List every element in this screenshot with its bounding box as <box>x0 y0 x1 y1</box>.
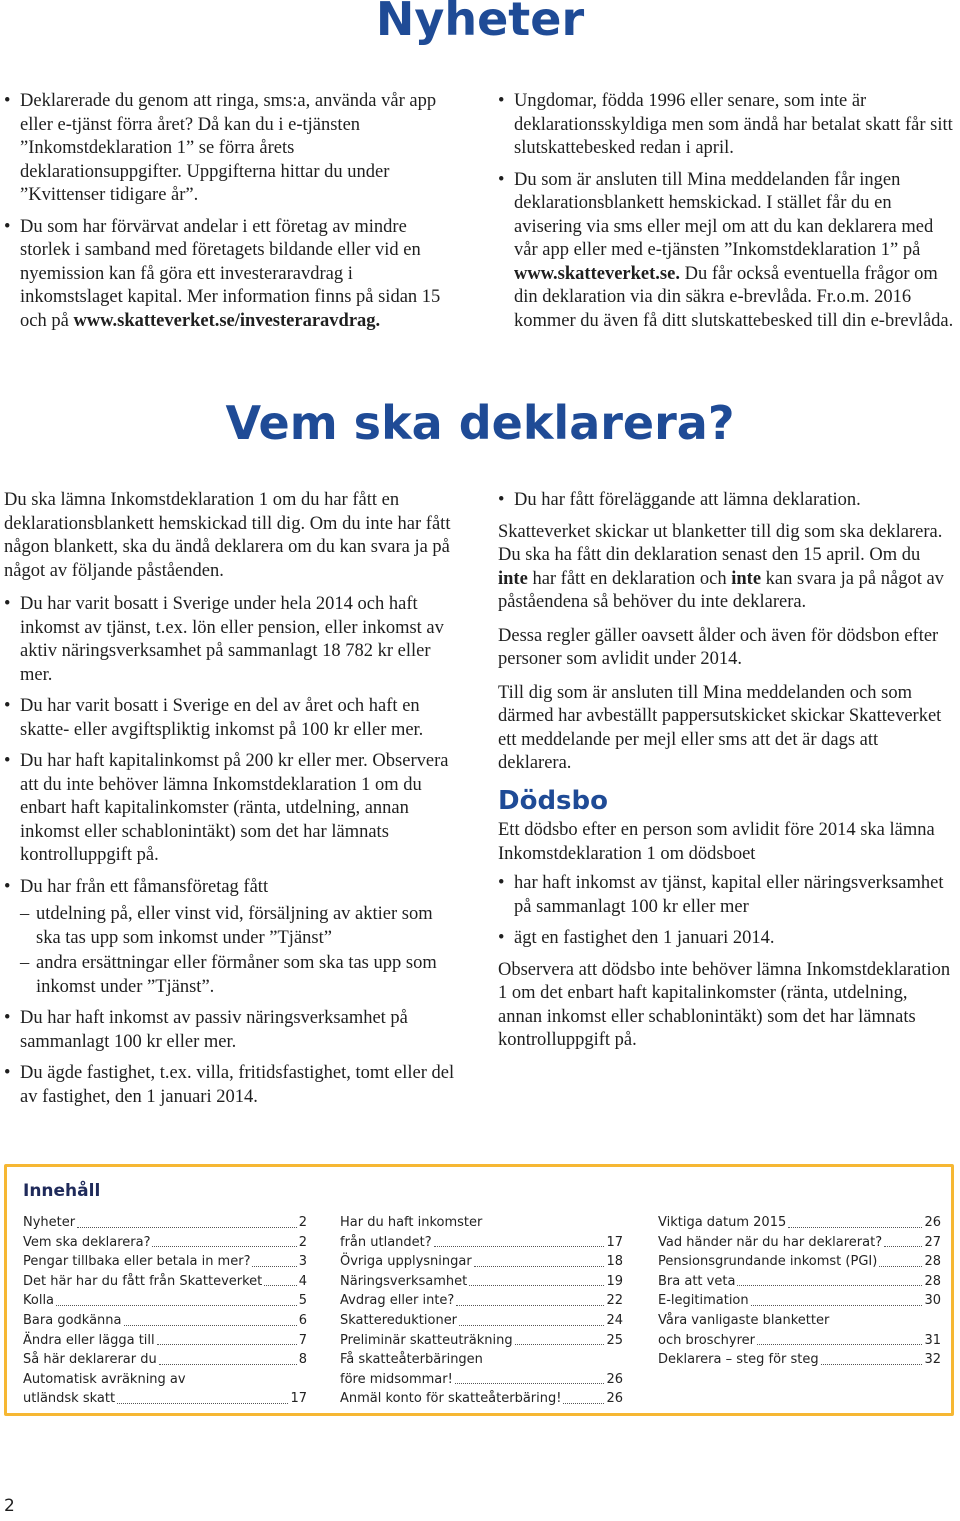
toc-title: Innehåll <box>23 1181 101 1201</box>
toc-entry-title: Deklarera – steg för steg <box>658 1352 819 1368</box>
toc-entry[interactable] <box>340 1331 623 1351</box>
toc-column-3 <box>658 1213 941 1370</box>
toc-leader-dots <box>788 1227 922 1228</box>
list-item: • Deklarerade du genom att ringa, sms:a, använda vår app eller e-tjänst förra året? Då kan du i e-tjänsten ”Inkomstdeklaration 1” se förra årets deklarationsuppgifter. Uppgifterna hittar du under ”Kvittenser tidigare år”. <box>4 90 456 208</box>
toc-entry[interactable] <box>340 1370 623 1390</box>
toc-entry[interactable] <box>340 1213 623 1233</box>
toc-entry-title: utländsk skatt <box>23 1391 116 1407</box>
list-item: • Du har haft kapitalinkomst på 200 kr eller mer. Observera att du inte behöver lämna Inkomstdeklaration 1 om du enbart haft kapitalinkomster (ränta, utdelning, annan inkomst eller schablonintäkt) som det har lämnats kontrolluppgift på. <box>4 750 460 868</box>
toc-entry-page: 17 <box>290 1391 307 1407</box>
dodsbo-note: Observera att dödsbo inte behöver lämna Inkomstdeklaration 1 om det enbart haft kapitalinkomster (ränta, utdelning, annan inkomst eller schablonintäkt) som det har lämnats kontrolluppgift på. <box>498 959 951 1050</box>
toc-entry-title: Pengar tillbaka eller betala in mer? <box>23 1254 251 1270</box>
toc-entry-page: 31 <box>924 1332 941 1348</box>
toc-entry-title: Vem ska deklarera? <box>23 1234 151 1250</box>
toc-entry-page: 25 <box>606 1332 623 1348</box>
toc-entry-title: Ändra eller lägga till <box>23 1332 155 1348</box>
toc-entry-page: 18 <box>606 1254 623 1270</box>
toc-entry-page: 3 <box>298 1254 307 1270</box>
list-item: • Du ägde fastighet, t.ex. villa, fritidsfastighet, tomt eller del av fastighet, den 1 januari 2014. <box>4 1062 460 1109</box>
toc-entry-page: 6 <box>298 1312 307 1328</box>
toc-entry-title: Kolla <box>23 1293 55 1309</box>
toc-entry-title: Vad händer när du har deklarerat? <box>658 1234 883 1250</box>
nyheter-right-list <box>498 90 954 333</box>
toc-entry-title: Viktiga datum 2015 <box>658 1215 787 1230</box>
toc-entry[interactable] <box>23 1252 307 1272</box>
nyheter-left-column <box>4 90 456 341</box>
toc-entry-page: 4 <box>298 1273 307 1289</box>
toc-leader-dots <box>751 1305 923 1306</box>
toc-entry-title: och broschyrer <box>658 1332 755 1348</box>
toc-entry-page: 24 <box>606 1312 623 1328</box>
toc-entry[interactable] <box>658 1311 941 1331</box>
dodsbo-intro: Ett dödsbo efter en person som avlidit före 2014 ska lämna Inkomstdeklaration 1 om dödsboet <box>498 820 935 864</box>
toc-entry-page: 5 <box>298 1293 307 1309</box>
toc-leader-dots <box>456 1305 604 1306</box>
investeraravdrag-link[interactable]: www.skatteverket.se/investeraravdrag. <box>73 310 381 331</box>
vem-right-list <box>498 489 954 513</box>
toc-entry[interactable] <box>658 1291 941 1311</box>
toc-entry-title: Näringsverksamhet <box>340 1273 468 1289</box>
list-item: – utdelning på, eller vinst vid, försäljning av aktier som ska tas upp som inkomst under ”Tjänst” <box>20 903 460 950</box>
toc-entry-page: 28 <box>924 1254 941 1270</box>
toc-entry-page: 26 <box>924 1215 941 1230</box>
toc-entry[interactable] <box>340 1311 623 1331</box>
toc-leader-dots <box>252 1266 296 1267</box>
list-item: • Du har varit bosatt i Sverige under hela 2014 och haft inkomst av tjänst, t.ex. lön eller pension, eller inkomst av aktiv näringsverksamhet på sammanlagt 18 782 kr eller mer. <box>4 593 460 687</box>
toc-entry[interactable] <box>340 1252 623 1272</box>
vem-right-p2: Dessa regler gäller oavsett ålder och även för dödsbon efter personer som avlidit under 2014. <box>498 625 939 669</box>
toc-entry-title: Avdrag eller inte? <box>340 1293 455 1309</box>
nyheter-left-list <box>4 90 456 333</box>
toc-leader-dots <box>264 1285 296 1286</box>
toc-entry[interactable] <box>658 1233 941 1253</box>
toc-entry[interactable] <box>658 1213 941 1233</box>
toc-entry[interactable] <box>658 1252 941 1272</box>
toc-entry-title: Så här deklarerar du <box>23 1352 157 1368</box>
toc-leader-dots <box>124 1325 297 1326</box>
toc-leader-dots <box>737 1285 922 1286</box>
toc-leader-dots <box>474 1266 605 1267</box>
toc-entry[interactable] <box>23 1370 307 1390</box>
toc-entry-page: 28 <box>924 1273 941 1289</box>
toc-entry-title: Nyheter <box>23 1215 76 1230</box>
toc-column-2 <box>340 1213 623 1409</box>
section-heading-vem-ska-deklarera: Vem ska deklarera? <box>225 396 735 450</box>
toc-entry[interactable] <box>23 1389 307 1409</box>
toc-entry-page: 8 <box>298 1352 307 1368</box>
toc-leader-dots <box>455 1383 605 1384</box>
list-item: • Ungdomar, födda 1996 eller senare, som inte är deklarationsskyldiga men som ändå har betalat skatt får sitt slutskattebesked redan i april. <box>498 90 954 161</box>
toc-entry[interactable] <box>23 1291 307 1311</box>
vem-left-list <box>4 593 460 1109</box>
toc-leader-dots <box>459 1325 604 1326</box>
toc-entry[interactable] <box>658 1272 941 1292</box>
toc-entry[interactable] <box>23 1331 307 1351</box>
toc-entry[interactable] <box>23 1213 307 1233</box>
dodsbo-list <box>498 872 954 951</box>
vem-right-column <box>498 489 954 1063</box>
toc-leader-dots <box>563 1403 604 1404</box>
toc-leader-dots <box>884 1246 922 1247</box>
toc-entry[interactable] <box>23 1233 307 1253</box>
vem-right-p3: Till dig som är ansluten till Mina meddelanden och som därmed har avbeställt pappersutskicket skickar Skatteverket ett meddelande per mejl eller sms att det är dags att deklarera. <box>498 682 942 773</box>
toc-entry-page: 2 <box>298 1215 307 1230</box>
toc-entry[interactable] <box>23 1311 307 1331</box>
section-heading-nyheter: Nyheter <box>375 0 585 46</box>
toc-leader-dots <box>77 1227 297 1228</box>
toc-entry-page: 2 <box>298 1234 307 1250</box>
toc-entry-page: 26 <box>606 1391 623 1407</box>
list-item: – andra ersättningar eller förmåner som ska tas upp som inkomst under ”Tjänst”. <box>20 952 460 999</box>
list-item: • Du har varit bosatt i Sverige en del av året och haft en skatte- eller avgiftspliktig inkomst på 100 kr eller mer. <box>4 695 460 742</box>
toc-entry-title: Anmäl konto för skatteåterbäring! <box>340 1391 562 1407</box>
toc-leader-dots <box>434 1246 605 1247</box>
toc-entry[interactable] <box>340 1233 623 1253</box>
toc-leader-dots <box>469 1285 604 1286</box>
skatteverket-link[interactable]: www.skatteverket.se. <box>514 263 680 284</box>
toc-entry[interactable] <box>23 1272 307 1292</box>
toc-entry-title: Pensionsgrundande inkomst (PGI) <box>658 1254 878 1270</box>
vem-left-column <box>4 489 460 1117</box>
toc-entry-title: Automatisk avräkning av <box>23 1371 186 1387</box>
dodsbo-heading: Dödsbo <box>498 785 609 816</box>
toc-entry[interactable] <box>340 1389 623 1409</box>
toc-entry-page: 32 <box>924 1352 941 1368</box>
toc-entry-title: Bra att veta <box>658 1273 736 1289</box>
toc-entry-page: 17 <box>606 1234 623 1250</box>
table-of-contents <box>4 1164 954 1416</box>
toc-leader-dots <box>159 1364 297 1365</box>
toc-entry-title: Skattereduktioner <box>340 1312 458 1328</box>
toc-leader-dots <box>157 1344 297 1345</box>
toc-leader-dots <box>152 1246 296 1247</box>
list-item: • Du som är ansluten till Mina meddelanden får ingen deklarationsblankett hemskickad. I stället får du en avisering via sms eller mejl om att du kan deklarera med vår app eller med e-tjänsten ”Inkomstdeklaration 1” på www.skatteverket.se. Du får också eventuella frågor om din deklaration via din säkra e-brevlåda. Fr.o.m. 2016 kommer du även få ditt slutskattebesked till din e-brevlåda. <box>498 169 954 334</box>
list-item: • har haft inkomst av tjänst, kapital eller näringsverksamhet på sammanlagt 100 kr eller mer <box>498 872 954 919</box>
vem-intro: Du ska lämna Inkomstdeklaration 1 om du har fått en deklarationsblankett hemskickad till dig. Om du inte har fått någon blankett, ska du ändå deklarera om du kan svara ja på något av följande påståenden. <box>4 490 451 581</box>
toc-entry-title: Bara godkänna <box>23 1312 122 1328</box>
toc-leader-dots <box>757 1344 922 1345</box>
toc-leader-dots <box>117 1403 288 1404</box>
toc-entry-page: 22 <box>606 1293 623 1309</box>
vem-right-p1: Skatteverket skickar ut blanketter till dig som ska deklarera. Du ska ha fått din deklaration senast den 15 april. Om du inte har fått en deklaration och inte kan svara ja på något av påståendena så behöver du inte deklarera. <box>498 521 944 612</box>
list-item: • Du har fått föreläggande att lämna deklaration. <box>498 489 954 513</box>
list-item: • Du har haft inkomst av passiv näringsverksamhet på sammanlagt 100 kr eller mer. <box>4 1007 460 1054</box>
toc-leader-dots <box>821 1364 923 1365</box>
toc-entry[interactable] <box>340 1350 623 1370</box>
toc-entry-title: E-legitimation <box>658 1293 749 1309</box>
toc-entry[interactable] <box>23 1350 307 1370</box>
toc-entry[interactable] <box>658 1331 941 1351</box>
toc-leader-dots <box>56 1305 297 1306</box>
famansforetag-sublist <box>20 903 460 999</box>
list-item: • Du som har förvärvat andelar i ett företag av mindre storlek i samband med företagets bildande eller vid en nyemission kan få göra ett investeraravdrag i inkomstslaget kapital. Mer information finns på sidan 15 och på www.skatteverket.se/investeraravdrag. <box>4 216 456 334</box>
toc-entry-page: 19 <box>606 1273 623 1289</box>
toc-leader-dots <box>879 1266 922 1267</box>
toc-entry[interactable] <box>340 1272 623 1292</box>
toc-entry-page: 26 <box>606 1371 623 1387</box>
toc-column-1 <box>23 1213 307 1409</box>
list-item: • Du har från ett fåmansföretag fått – utdelning på, eller vinst vid, försäljning av aktier som ska tas upp som inkomst under ”Tjänst” – andra ersättningar eller förmåner som ska tas upp som inkomst under ”Tjänst”. <box>4 876 460 1000</box>
toc-entry-title: Få skatteåterbäringen <box>340 1352 483 1368</box>
toc-entry-title: Våra vanligaste blanketter <box>658 1312 830 1328</box>
toc-entry-title: Preliminär skatteuträkning <box>340 1332 513 1348</box>
toc-entry-title: före midsommar! <box>340 1371 453 1387</box>
toc-entry-page: 27 <box>924 1234 941 1250</box>
toc-entry[interactable] <box>658 1350 941 1370</box>
toc-entry-page: 30 <box>924 1293 941 1309</box>
toc-entry-title: Övriga upplysningar <box>340 1254 472 1270</box>
toc-entry-page: 7 <box>298 1332 307 1348</box>
toc-leader-dots <box>515 1344 605 1345</box>
toc-entry-title: från utlandet? <box>340 1234 432 1250</box>
nyheter-right-column <box>498 90 954 341</box>
toc-entry[interactable] <box>340 1291 623 1311</box>
toc-entry-title: Har du haft inkomster <box>340 1215 483 1230</box>
page-number: 2 <box>4 1496 15 1516</box>
toc-entry-title: Det här har du fått från Skatteverket <box>23 1273 263 1289</box>
list-item: • ägt en fastighet den 1 januari 2014. <box>498 927 954 951</box>
